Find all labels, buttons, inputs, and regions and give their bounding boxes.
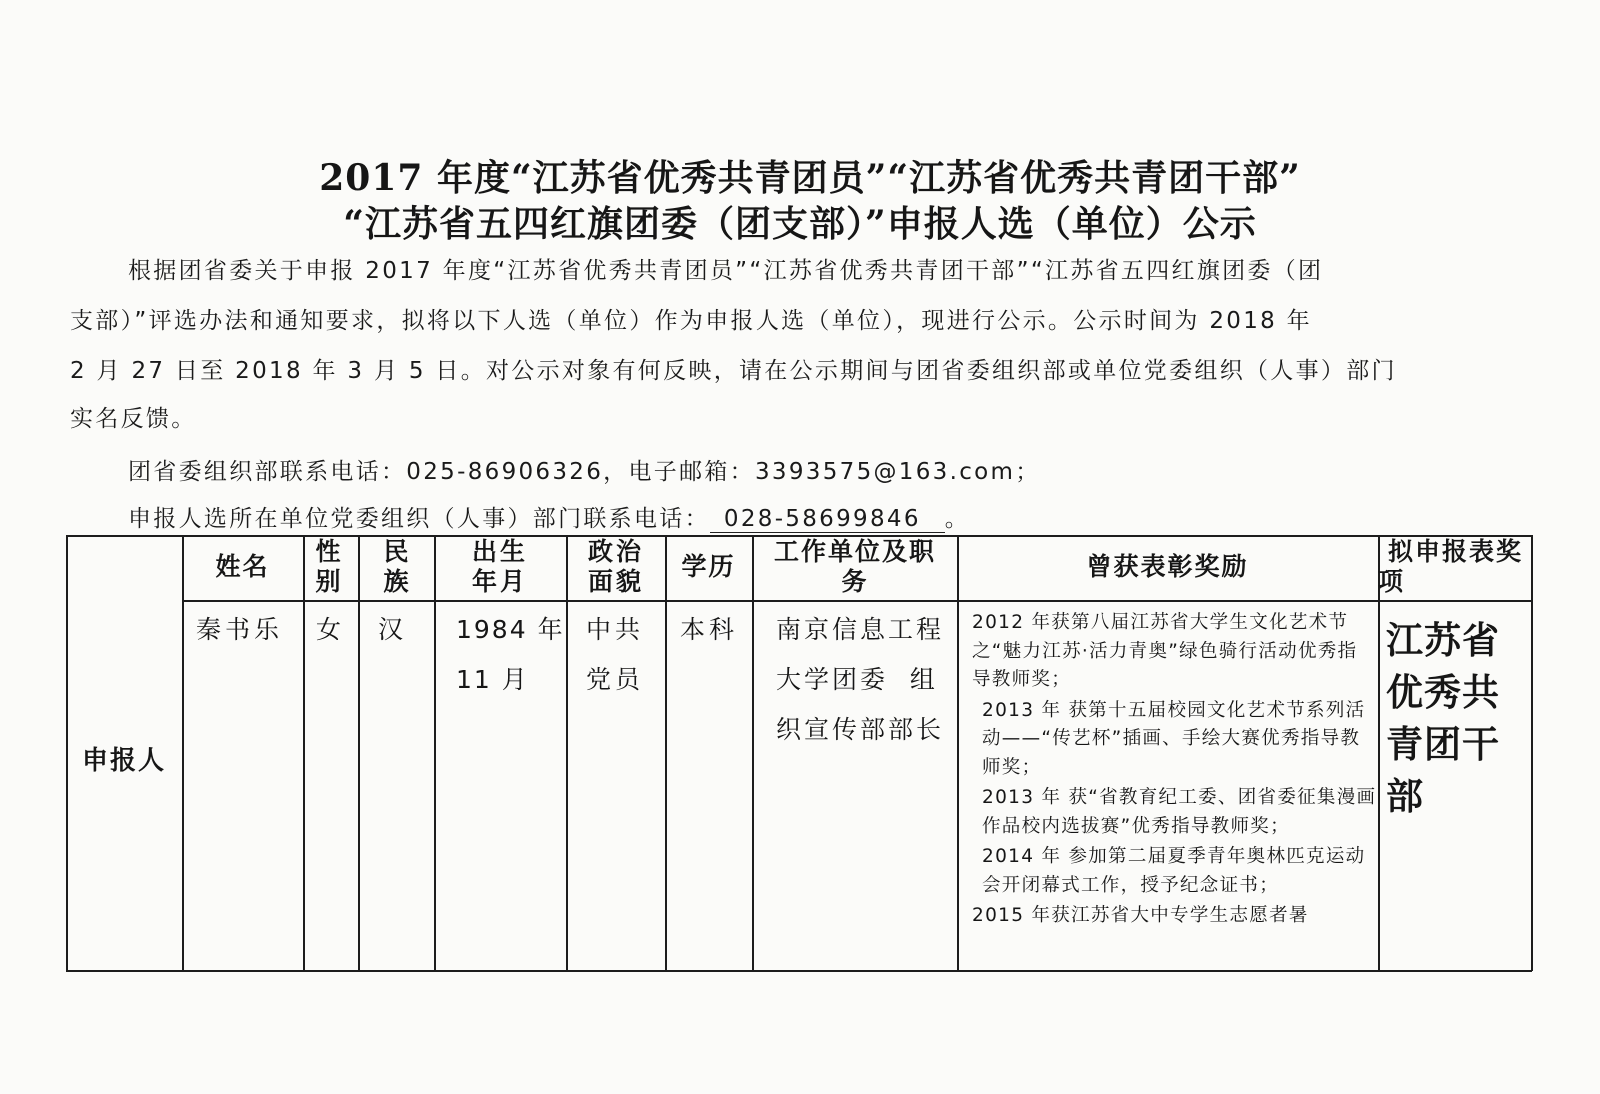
unit-phone-label: 申报人选所在单位党委组织（人事）部门联系电话：: [128, 506, 710, 532]
document-title-line2: “江苏省五四红旗团委（团支部）”申报人选（单位）公示: [343, 203, 1257, 245]
award-item: 2015 年获江苏省大中专学生志愿者暑: [972, 905, 1309, 926]
header-education: 学历: [681, 552, 736, 581]
header-proposed: 拟申报表奖项: [1378, 537, 1524, 596]
unit-phone-line: [128, 500, 970, 533]
cell-birth: 1984 年 11 月: [456, 615, 565, 694]
header-name: 姓名: [215, 552, 270, 581]
header-political: 政治面貌: [587, 537, 644, 596]
document-title-line1: 2017 年度“江苏省优秀共青团员”“江苏省优秀共青团干部”: [319, 157, 1301, 199]
header-ethnicity: 民族: [383, 537, 409, 596]
col-divider: [358, 535, 360, 971]
table-border-bottom: [66, 970, 1532, 972]
award-item: 2013 年 获“省教育纪工委、团省委征集漫画作品校内选拔赛”优秀指导教师奖；: [982, 787, 1377, 837]
paragraph-line-4: 实名反馈。: [70, 406, 197, 432]
row-label-applicant: 申报人: [81, 746, 166, 776]
paragraph-line-1: 根据团省委关于申报 2017 年度“江苏省优秀共青团员”“江苏省优秀共青团干部”“江苏省五四红旗团委（团: [128, 258, 1324, 284]
col-divider: [752, 535, 754, 971]
col-divider: [566, 535, 568, 971]
contact-line: 团省委组织部联系电话：025-86906326，电子邮箱：3393575@163.com；: [128, 459, 1041, 485]
paragraph-line-2: 支部）”评选办法和通知要求，拟将以下人选（单位）作为申报人选（单位），现进行公示。公示时间为 2018 年: [70, 308, 1312, 334]
header-awards: 曾获表彰奖励: [1086, 552, 1249, 581]
unit-phone-number: 028-58699846: [710, 506, 945, 533]
cell-proposed: 江苏省优秀共青团干部: [1386, 618, 1500, 818]
header-gender: 性别: [315, 537, 343, 596]
header-birth: 出生年月: [471, 537, 528, 596]
cell-political: 中共 党员: [586, 615, 645, 694]
header-workplace: 工作单位及职务: [773, 537, 936, 596]
award-item: 2012 年获第八届江苏省大学生文化艺术节之“魅力江苏·活力青奥”绿色骑行活动优秀指导教师奖；: [972, 612, 1358, 690]
col-divider: [1378, 535, 1380, 971]
cell-awards: [972, 609, 1377, 933]
col-divider: [182, 535, 184, 971]
table-header-divider: [182, 600, 1532, 602]
col-divider: [303, 535, 305, 971]
cell-name: 秦书乐: [196, 615, 284, 644]
cell-workplace: 南京信息工程 大学团委 组 织宣传部部长: [776, 615, 945, 744]
cell-ethnicity: 汉: [378, 615, 408, 644]
cell-education: 本科: [680, 615, 739, 644]
col-divider: [434, 535, 436, 971]
award-item: 2013 年 获第十五届校园文化艺术节系列活动——“传艺杯”插画、手绘大赛优秀指导教师奖；: [982, 699, 1366, 778]
col-divider: [957, 535, 959, 971]
table-border-right: [1531, 535, 1533, 971]
cell-gender: 女: [316, 615, 346, 644]
unit-phone-end: 。: [944, 506, 971, 532]
paragraph-line-3: 2 月 27 日至 2018 年 3 月 5 日。对公示对象有何反映，请在公示期间与团省委组织部或单位党委组织（人事）部门: [70, 358, 1397, 384]
award-item: 2014 年 参加第二届夏季青年奥林匹克运动会开闭幕式工作，授予纪念证书；: [982, 846, 1366, 896]
col-divider: [665, 535, 667, 971]
